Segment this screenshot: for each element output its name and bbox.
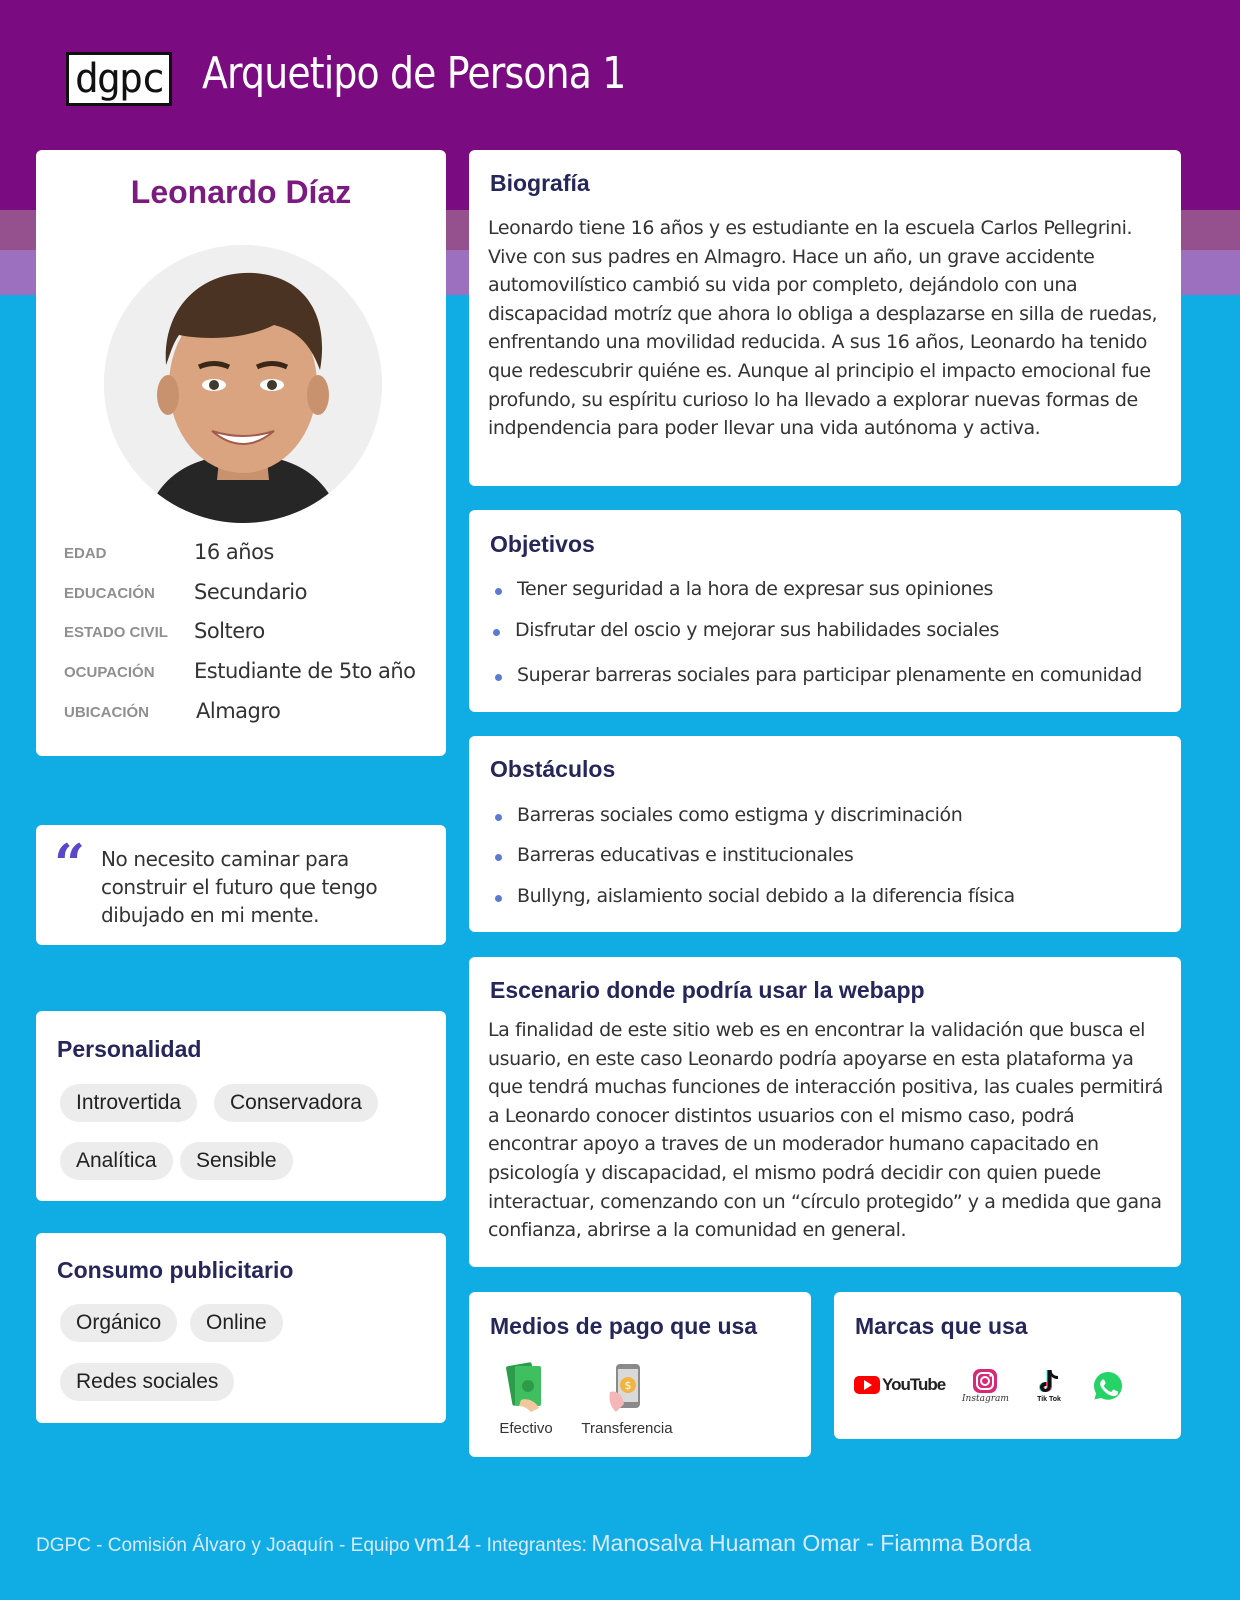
fact-label: OCUPACIÓN <box>64 664 155 681</box>
fact-value: Secundario <box>194 580 307 604</box>
chip-conservadora: Conservadora <box>214 1084 378 1122</box>
obstacle-text: Bullyng, aislamiento social debido a la diferencia física <box>517 885 1015 907</box>
payment-label: Transferencia <box>581 1420 673 1437</box>
brand-whatsapp <box>1092 1370 1124 1402</box>
quote-text: No necesito caminar para construir el futuro que tengo dibujado en mi mente. <box>101 847 378 927</box>
fact-label: EDAD <box>64 545 107 562</box>
advertising-title: Consumo publicitario <box>57 1257 294 1283</box>
instagram-wordmark: Instagram <box>962 1394 1009 1404</box>
chip-organico: Orgánico <box>60 1304 177 1342</box>
profile-card <box>36 150 446 756</box>
persona-name: Leonardo Díaz <box>130 174 352 210</box>
fact-value: 16 años <box>194 540 274 564</box>
fact-label: UBICACIÓN <box>64 704 149 721</box>
logo-text: dgpc <box>74 56 164 102</box>
obstacles-card <box>469 736 1181 932</box>
advertising-card <box>36 1233 446 1423</box>
chip-online: Online <box>190 1304 283 1342</box>
goal-text: Superar barreras sociales para participar plenamente en comunidad <box>517 664 1142 686</box>
bullet-icon <box>493 629 500 636</box>
scenario-title: Escenario donde podría usar la webapp <box>490 977 925 1003</box>
scenario-text: La finalidad de este sitio web es en encontrar la validación que busca el usuario, en este caso Leonardo podría apoyarse en esta plataforma ya que tendrá muchas funciones de interacción positiva, las cuales permitirá a Leonardo conocer distintos usuarios con el mismo caso, podrá encontrar apoyo a traves de un moderador humano capacitado en psicología y discapacidad, el mismo podrá decidir con quien puede interactuar, comenzando con un “círculo protegido” y a medida que gana confianza, abrirse a la comunidad en general. <box>488 1019 1164 1242</box>
personality-card <box>36 1011 446 1201</box>
footer-members-label: - Integrantes: <box>474 1535 587 1556</box>
brands-card <box>834 1292 1181 1439</box>
youtube-wordmark: YouTube <box>882 1375 946 1394</box>
obstacle-text: Barreras sociales como estigma y discriminación <box>517 804 963 826</box>
bullet-icon <box>495 674 502 681</box>
scenario-card <box>469 957 1181 1267</box>
goals-title: Objetivos <box>490 531 595 557</box>
fact-value: Estudiante de 5to año <box>194 659 416 683</box>
footer-members: Manosalva Huaman Omar - Fiamma Borda <box>591 1530 1032 1556</box>
footer <box>36 1530 1031 1557</box>
obstacle-text: Barreras educativas e institucionales <box>517 844 854 866</box>
dgpc-logo <box>66 52 172 106</box>
fact-label: EDUCACIÓN <box>64 585 155 602</box>
brands-title: Marcas que usa <box>855 1313 1028 1339</box>
tiktok-wordmark: Tik Tok <box>1037 1396 1061 1403</box>
payments-card <box>469 1292 811 1457</box>
bullet-icon <box>495 895 502 902</box>
footer-team: vm14 <box>414 1530 471 1556</box>
fact-label: ESTADO CIVIL <box>64 624 168 641</box>
payments-title: Medios de pago que usa <box>490 1313 758 1339</box>
tiktok-icon <box>1036 1368 1062 1396</box>
bullet-icon <box>495 814 502 821</box>
chip-introvertida: Introvertida <box>60 1084 197 1122</box>
bullet-icon <box>495 854 502 861</box>
phone-transfer-icon <box>602 1362 652 1414</box>
svg-text:$: $ <box>624 1379 632 1392</box>
chip-redes-sociales: Redes sociales <box>60 1363 234 1401</box>
footer-commission: DGPC - Comisión Álvaro y Joaquín - Equipo <box>36 1535 410 1556</box>
fact-value: Almagro <box>196 699 281 723</box>
brand-tiktok <box>1036 1368 1062 1403</box>
personality-title: Personalidad <box>57 1036 202 1062</box>
biography-card <box>469 150 1181 486</box>
payment-cash <box>491 1362 561 1437</box>
youtube-icon <box>854 1376 880 1394</box>
goal-text: Disfrutar del oscio y mejorar sus habilidades sociales <box>515 619 999 641</box>
chip-sensible: Sensible <box>180 1142 293 1180</box>
biography-title: Biografía <box>490 170 590 196</box>
quote-card <box>36 825 446 945</box>
fact-value: Soltero <box>194 619 265 643</box>
page-title: Arquetipo de Persona 1 <box>202 48 626 99</box>
quote-icon: “ <box>54 832 86 896</box>
cash-icon <box>501 1362 551 1414</box>
payment-transfer <box>577 1362 677 1437</box>
biography-text: Leonardo tiene 16 años y es estudiante en la escuela Carlos Pellegrini. Vive con sus padres en Almagro. Hace un año, un grave accidente automovilístico cambió su vida por completo, dejándolo con una discapacidad motríz que ahora lo obliga a desplazarse en silla de ruedas, enfrentando una movilidad reducida. A sus 16 años, Leonardo ha tenido que redescubrir quiéne es. Aunque al principio el impacto emocional fue profundo, su espíritu curioso lo ha llevado a explorar nuevas formas de indpendencia para poder llevar una vida autónoma y activa. <box>488 217 1158 440</box>
obstacles-title: Obstáculos <box>490 756 616 782</box>
goals-card <box>469 510 1181 712</box>
payment-label: Efectivo <box>499 1420 553 1437</box>
instagram-icon <box>972 1368 998 1394</box>
bullet-icon <box>495 588 502 595</box>
goal-text: Tener seguridad a la hora de expresar sus opiniones <box>517 578 993 600</box>
brand-youtube <box>854 1375 945 1395</box>
whatsapp-icon <box>1092 1370 1124 1402</box>
persona-photo <box>104 245 382 523</box>
chip-analitica: Analítica <box>60 1142 173 1180</box>
brand-instagram <box>962 1368 1009 1404</box>
